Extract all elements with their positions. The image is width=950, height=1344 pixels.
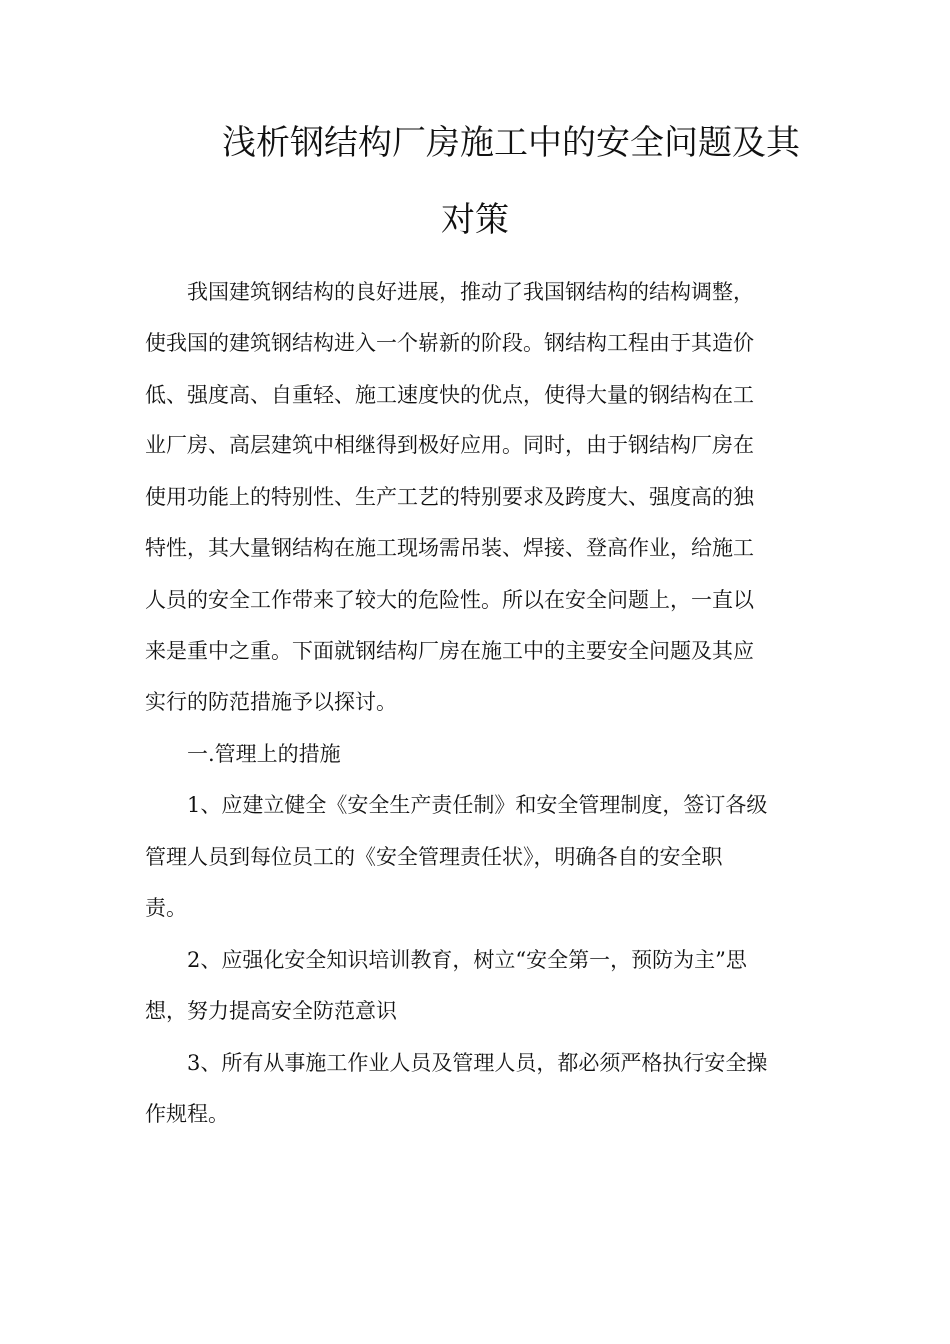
paragraph-line: 责。 [145, 896, 187, 920]
paragraph-line: 人员的安全工作带来了较大的危险性。所以在安全问题上，一直以 [145, 588, 754, 612]
paragraph-line: 低、强度高、自重轻、施工速度快的优点，使得大量的钢结构在工 [145, 383, 754, 407]
paragraph-line: 管理人员到每位员工的《安全管理责任状》，明确各自的安全职 [145, 845, 723, 869]
paragraph-line: 1、应建立健全《安全生产责任制》和安全管理制度，签订各级 [187, 793, 768, 817]
paragraph-line: 想，努力提高安全防范意识 [145, 999, 397, 1023]
paragraph-line: 我国建筑钢结构的良好进展，推动了我国钢结构的结构调整， [187, 280, 754, 304]
paragraph-line: 作规程。 [145, 1102, 229, 1126]
paragraph-line: 使我国的建筑钢结构进入一个崭新的阶段。钢结构工程由于其造价 [145, 331, 754, 355]
paragraph-line: 2、应强化安全知识培训教育，树立“安全第一，预防为主”思 [187, 948, 747, 972]
paragraph-line: 3、所有从事施工作业人员及管理人员，都必须严格执行安全操 [187, 1051, 768, 1075]
paragraph-line: 使用功能上的特别性、生产工艺的特别要求及跨度大、强度高的独 [145, 485, 754, 509]
paragraph-line: 特性，其大量钢结构在施工现场需吊装、焊接、登高作业，给施工 [145, 536, 754, 560]
section-heading: 一.管理上的措施 [187, 742, 341, 766]
paragraph-line: 实行的防范措施予以探讨。 [145, 690, 397, 714]
document-title-line-2: 对策 [441, 200, 509, 240]
document-title-line-1: 浅析钢结构厂房施工中的安全问题及其 [222, 123, 800, 163]
paragraph-line: 业厂房、高层建筑中相继得到极好应用。同时，由于钢结构厂房在 [145, 433, 754, 457]
paragraph-line: 来是重中之重。下面就钢结构厂房在施工中的主要安全问题及其应 [145, 639, 754, 663]
